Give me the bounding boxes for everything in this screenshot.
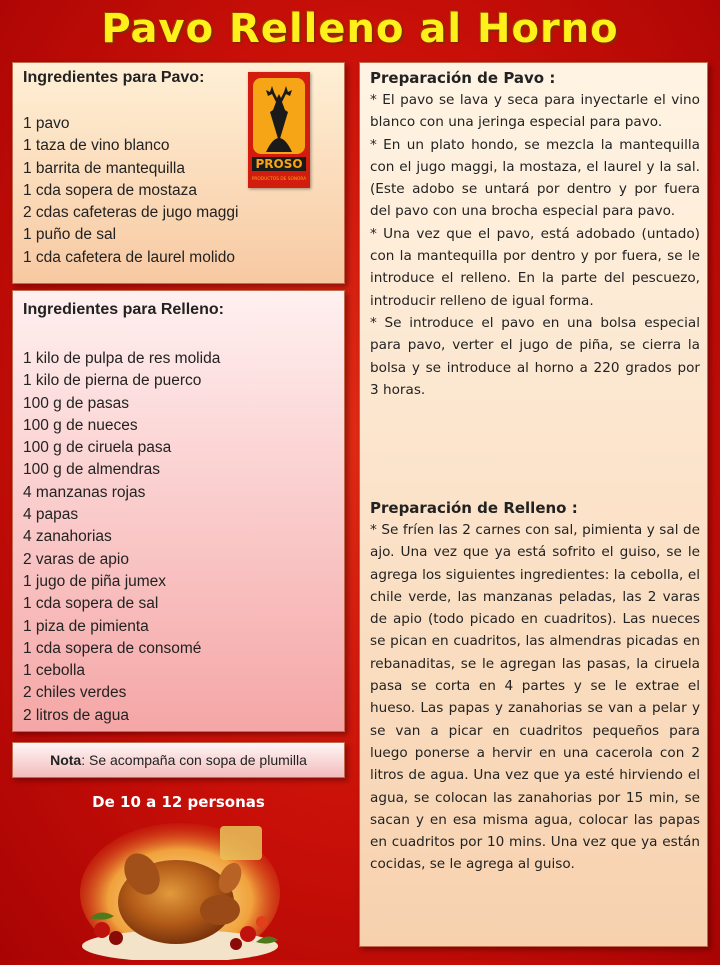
relleno-ingredients-list xyxy=(23,348,220,727)
prep-pavo-heading: Preparación de Pavo : xyxy=(370,69,556,87)
page-title: Pavo Relleno al Horno xyxy=(101,6,619,52)
roast-turkey-image xyxy=(80,818,280,960)
relleno-ingredients-box xyxy=(12,290,345,732)
pavo-ingredients-heading: Ingredientes para Pavo: xyxy=(23,69,205,86)
list-item: 2 varas de apio xyxy=(23,550,129,568)
prep-pavo-text: * El pavo se lava y seca para inyectarle el vino blanco con una jeringa especial para pavo. * En un plato hondo, se mezcla la mantequilla con el jugo maggi, la mostaza, el laurel y la sal. (Este adobo se untará por dentro y por fuera del pavo con una brocha especial para pavo. * Una vez que el pavo, está adobado (untado) con la mantequilla por dentro y por fuera, se le introduce el relleno. En la parte del pescuezo, introducir relleno de igual forma. * Se introduce el pavo en una bolsa especial para pavo, verter el jugo de piña, se cierra la bolsa y se introduce al horno a 220 grados por 3 horas. xyxy=(370,92,700,398)
list-item: 2 litros de agua xyxy=(23,706,129,724)
note-text: : Se acompaña con sopa de plumilla xyxy=(81,752,307,768)
prep-relleno-text: * Se fríen las 2 carnes con sal, pimienta y sal de ajo. Una vez que ya está sofrito el guiso, se le agrega los siguientes ingredientes: la cebolla, el chile verde, las manzanas peladas, las 2 varas de apio (todo picado en cuadritos). Las nueces se pican en cuadritos, las almendras picadas en rebanaditas, se le agregan las pasas, la ciruela pasa se corta en 4 partes y se le extrae el hueso. Las papas y zanahorias se van a pelar y se van a picar en cuadritos pequeños para luego ponerse a hervir en una cacerola con 2 litros de agua. Una vez que ya esté hirviendo el agua, se colocan las zanahorias por 15 min, se sacan y en esa misma agua, colocar las papas en cuadritos por 10 mins. Una vez que ya están cocidas, se le agrega al guiso. xyxy=(370,522,700,873)
list-item: 2 cdas cafeteras de jugo maggi xyxy=(23,204,239,222)
list-item: 1 taza de vino blanco xyxy=(23,137,170,155)
list-item: 1 pavo xyxy=(23,115,70,132)
list-item: 100 g de pasas xyxy=(23,394,130,412)
preparation-box xyxy=(359,62,708,947)
list-item: 4 zanahorias xyxy=(23,528,112,546)
list-item: 4 manzanas rojas xyxy=(23,483,146,501)
list-item: 100 g de almendras xyxy=(23,461,161,479)
list-item: 1 jugo de piña jumex xyxy=(23,572,167,590)
list-item: 4 papas xyxy=(23,506,79,524)
list-item: 1 cda sopera de consomé xyxy=(23,639,202,657)
note-label: Nota xyxy=(50,752,82,768)
logo-brand-text: PROSO xyxy=(255,157,303,171)
list-item: 1 cda sopera de sal xyxy=(23,595,159,613)
list-item: 1 kilo de pulpa de res molida xyxy=(23,350,221,367)
proso-logo xyxy=(248,72,310,188)
list-item: 1 cda cafetera de laurel molido xyxy=(23,248,235,266)
prep-relleno-section xyxy=(370,497,700,876)
servings-text: De 10 a 12 personas xyxy=(92,793,265,811)
list-item: 1 puño de sal xyxy=(23,226,117,244)
prep-relleno-heading: Preparación de Relleno : xyxy=(370,499,578,517)
list-item: 1 piza de pimienta xyxy=(23,617,149,635)
list-item: 100 g de nueces xyxy=(23,416,138,434)
list-item: 1 cebolla xyxy=(23,662,86,680)
list-item: 1 barrita de mantequilla xyxy=(23,159,185,177)
list-item: 1 cda sopera de mostaza xyxy=(23,181,198,199)
list-item: 100 g de ciruela pasa xyxy=(23,439,172,457)
list-item: 2 chiles verdes xyxy=(23,684,127,702)
prep-pavo-section xyxy=(370,67,700,401)
pavo-ingredients-list xyxy=(23,113,238,269)
proso-logo-graphic xyxy=(248,72,310,188)
logo-tagline-text: PRODUCTOS DE SONORA xyxy=(251,177,307,182)
note-box xyxy=(12,742,345,778)
pavo-ingredients-box xyxy=(12,62,345,284)
turkey-illustration xyxy=(80,818,280,960)
relleno-ingredients-heading: Ingredientes para Relleno: xyxy=(23,301,224,318)
list-item: 1 kilo de pierna de puerco xyxy=(23,372,202,390)
